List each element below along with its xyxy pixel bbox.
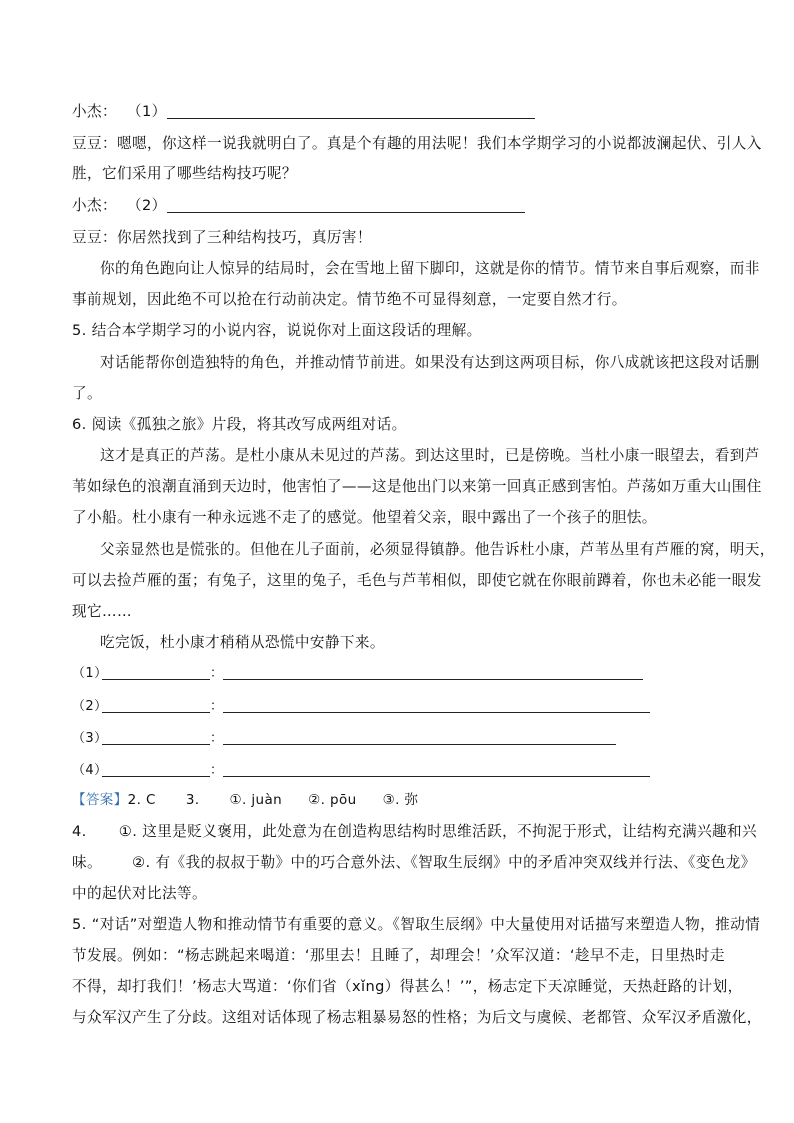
speaker-blank[interactable] xyxy=(102,665,210,680)
dialogue-blank-row-4 xyxy=(72,761,650,781)
passage-line: 苇如绿色的浪潮直涌到天边时，他害怕了——这是他出门以来第一回真正感到害怕。芦荡如万重大山围住 xyxy=(72,478,762,495)
quote-plot-line-1: 你的角色跑向让人惊异的结局时，会在雪地上留下脚印，这就是你的情节。情节来自事后观察，而非 xyxy=(100,260,760,277)
speaker-blank[interactable] xyxy=(102,762,210,777)
answer-line xyxy=(72,790,418,810)
dialogue-blank[interactable] xyxy=(223,698,650,713)
answer-4-text: ②. 有《我的叔叔于勒》中的巧合意外法、《智取生辰纲》中的矛盾冲突双线并行法、《变色龙》 xyxy=(132,854,756,871)
dialogue-blank[interactable] xyxy=(223,665,643,680)
answer-4-line-1 xyxy=(72,822,757,842)
blank-number: （3） xyxy=(72,731,108,746)
xiaojie-question-2 xyxy=(72,196,525,216)
passage-line: 父亲显然也是慌张的。但他在儿子面前，必须显得镇静。他告诉杜小康，芦苇丛里有芦雁的窝，明天， xyxy=(100,541,775,558)
answer-4-number: 4. xyxy=(72,823,87,840)
answer-5-line-1: 5. “对话”对塑造人物和推动情节有重要的意义。《智取生辰纲》中大量使用对话描写来塑造人物，推动情 xyxy=(72,916,761,933)
answer-5-line-2: 节发展。例如：“杨志跳起来喝道：‘那里去！且睡了，却理会！’众军汉道：‘趁早不走，日里热时走 xyxy=(72,947,725,964)
question-6: 6. 阅读《孤独之旅》片段，将其改写成两组对话。 xyxy=(72,416,407,433)
dialogue-blank-row-2 xyxy=(72,697,650,717)
colon: ： xyxy=(210,763,224,778)
blank-number: （2） xyxy=(72,699,108,714)
dialogue-blank-row-3 xyxy=(72,729,616,749)
answer-tag: 【答案】 xyxy=(72,792,128,808)
quote-dialogue-line-2: 了。 xyxy=(72,385,102,402)
speaker-blank[interactable] xyxy=(102,730,210,745)
question-number: （2） xyxy=(126,197,167,214)
dialogue-blank[interactable] xyxy=(223,762,650,777)
answer-4-line-3: 中的起伏对比法等。 xyxy=(72,885,207,902)
dialogue-blank-row-1 xyxy=(72,664,643,684)
answer-4-line-2 xyxy=(72,853,756,873)
passage-line: 了小船。杜小康有一种永远逃不走了的感觉。他望着父亲，眼中露出了一个孩子的胆怯。 xyxy=(72,509,657,526)
answer-4-text: 味。 xyxy=(72,854,102,871)
answer-3-3: ③. 弥 xyxy=(382,792,419,808)
quote-dialogue-line-1: 对话能帮你创造独特的角色，并推动情节前进。如果没有达到这两项目标，你八成就该把这段对话删 xyxy=(100,354,760,371)
answer-blank[interactable] xyxy=(167,104,535,119)
passage-line: 这才是真正的芦荡。是杜小康从未见过的芦荡。到达这里时，已是傍晚。当杜小康一眼望去，看到芦 xyxy=(100,447,760,464)
xiaojie-question-1 xyxy=(72,102,535,122)
answer-3-1: ①. juàn xyxy=(229,792,283,808)
answer-4-text: ①. 这里是贬义褒用，此处意为在创造构思结构时思维活跃，不拘泥于形式，让结构充满兴趣和兴 xyxy=(118,823,758,840)
passage-line: 吃完饭，杜小康才稍稍从恐慌中安静下来。 xyxy=(100,634,385,651)
answer-3-2: ②. pōu xyxy=(308,792,357,808)
answer-blank[interactable] xyxy=(167,198,525,213)
answer-3-number: 3. xyxy=(185,792,200,808)
answer-2: 2. C xyxy=(127,792,156,808)
doudou-line-3: 豆豆：你居然找到了三种结构技巧，真厉害！ xyxy=(72,229,372,246)
doudou-line-2: 胜，它们采用了哪些结构技巧呢？ xyxy=(72,165,297,182)
answer-5-line-3: 不得，却打我们！’杨志大骂道：‘你们省（xǐng）得甚么！’”，杨志定下天凉睡觉，天热赶路的计划， xyxy=(72,978,743,995)
blank-number: （4） xyxy=(72,763,108,778)
question-number: （1） xyxy=(126,103,167,120)
quote-plot-line-2: 事前规划，因此绝不可以抢在行动前决定。情节绝不可显得刻意，一定要自然才行。 xyxy=(72,291,627,308)
colon: ： xyxy=(210,666,224,681)
answer-5-line-4: 与众军汉产生了分歧。这组对话体现了杨志粗暴易怒的性格；为后文与虞候、老都管、众军汉矛盾激化， xyxy=(72,1009,762,1026)
blank-number: （1） xyxy=(72,666,108,681)
passage-line: 现它…… xyxy=(72,603,132,620)
question-5: 5. 结合本学期学习的小说内容，说说你对上面这段话的理解。 xyxy=(72,322,482,339)
speaker-blank[interactable] xyxy=(102,698,210,713)
passage-line: 可以去捡芦雁的蛋；有兔子，这里的兔子，毛色与芦苇相似，即使它就在你眼前蹲着，你也未必能一眼发 xyxy=(72,572,762,589)
colon: ： xyxy=(210,731,224,746)
speaker-label: 小杰： xyxy=(72,103,117,120)
doudou-line-1: 豆豆：嗯嗯，你这样一说我就明白了。真是个有趣的用法呢！我们本学期学习的小说都波澜起伏、引人入 xyxy=(72,135,762,152)
colon: ： xyxy=(210,699,224,714)
dialogue-blank[interactable] xyxy=(223,730,616,745)
speaker-label: 小杰： xyxy=(72,197,117,214)
